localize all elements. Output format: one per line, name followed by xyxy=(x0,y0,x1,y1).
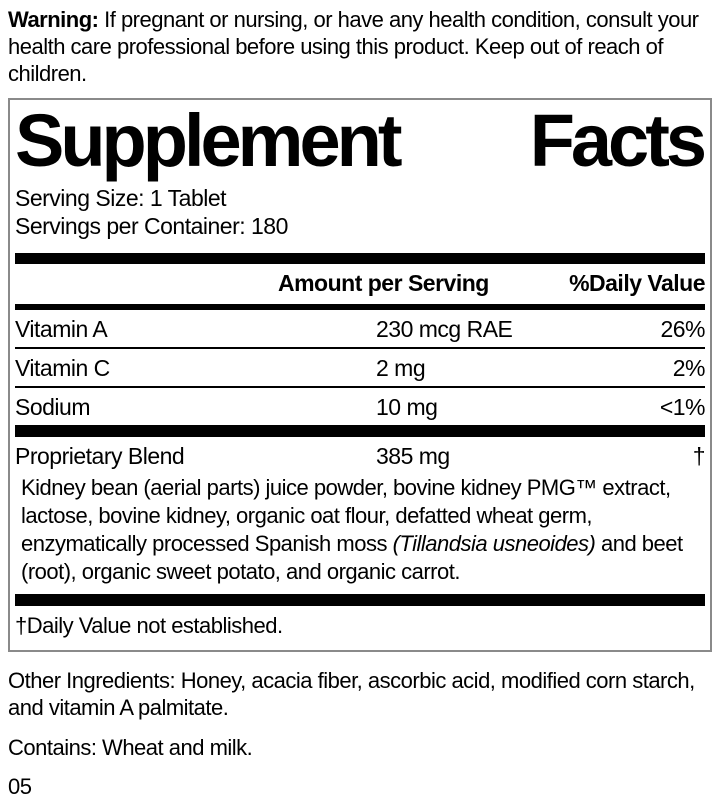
nutrient-daily-value: 2% xyxy=(672,355,705,381)
warning-paragraph xyxy=(0,0,720,87)
panel-title-word-supplement: Supplement xyxy=(15,99,399,182)
table-header-row xyxy=(15,264,705,304)
nutrient-daily-value: 26% xyxy=(660,316,705,342)
blend-dagger: † xyxy=(692,443,705,469)
servings-per-container: Servings per Container: 180 xyxy=(15,213,288,239)
table-row-sodium xyxy=(15,388,705,425)
table-row-proprietary-blend xyxy=(15,437,705,474)
nutrient-amount: 230 mcg RAE xyxy=(376,316,513,342)
blend-description-text-end: and beet (root), organic sweet potato, and organic carrot. xyxy=(21,531,683,584)
nutrient-name: Vitamin A xyxy=(15,316,108,342)
allergen-statement: Contains: Wheat and milk. xyxy=(8,735,253,760)
blend-description-text: Kidney bean (aerial parts) juice powder, bovine kidney PMG™ extract, lactose, bovine kidney, organic oat flour, defatted wheat germ, enzymatically processed Spanish moss xyxy=(21,475,671,556)
panel-title-word-facts: Facts xyxy=(529,99,703,182)
table-row-vitamin-a xyxy=(15,310,705,349)
divider-bar-top xyxy=(15,253,705,264)
warning-label: Warning: xyxy=(8,7,99,32)
panel-title xyxy=(15,99,705,184)
nutrient-daily-value: <1% xyxy=(659,394,705,420)
nutrient-name: Vitamin C xyxy=(15,355,110,381)
blend-description-latin-name: (Tillandsia usneoides) xyxy=(392,531,596,556)
column-header-amount: Amount per Serving xyxy=(278,270,489,296)
table-row-vitamin-c xyxy=(15,349,705,388)
column-header-daily-value: %Daily Value xyxy=(569,270,705,296)
other-ingredients: Other Ingredients: Honey, acacia fiber, ascorbic acid, modified corn starch, and vitamin A palmitate. xyxy=(8,668,695,720)
daily-value-footnote: †Daily Value not established. xyxy=(15,613,283,638)
nutrient-amount: 10 mg xyxy=(376,394,438,420)
divider-bar-above-footnote xyxy=(15,594,705,606)
serving-size: Serving Size: 1 Tablet xyxy=(15,185,227,211)
warning-text: If pregnant or nursing, or have any health condition, consult your health care professional before using this product. Keep out of reach of children. xyxy=(8,7,699,86)
nutrient-name: Sodium xyxy=(15,394,90,420)
supplement-facts-panel xyxy=(8,98,712,652)
blend-description xyxy=(15,474,705,594)
nutrient-amount: 2 mg xyxy=(376,355,426,381)
divider-bar-above-blend xyxy=(15,425,705,437)
blend-amount: 385 mg xyxy=(376,443,450,469)
blend-name: Proprietary Blend xyxy=(15,443,185,469)
label-code: 05 xyxy=(8,774,32,799)
